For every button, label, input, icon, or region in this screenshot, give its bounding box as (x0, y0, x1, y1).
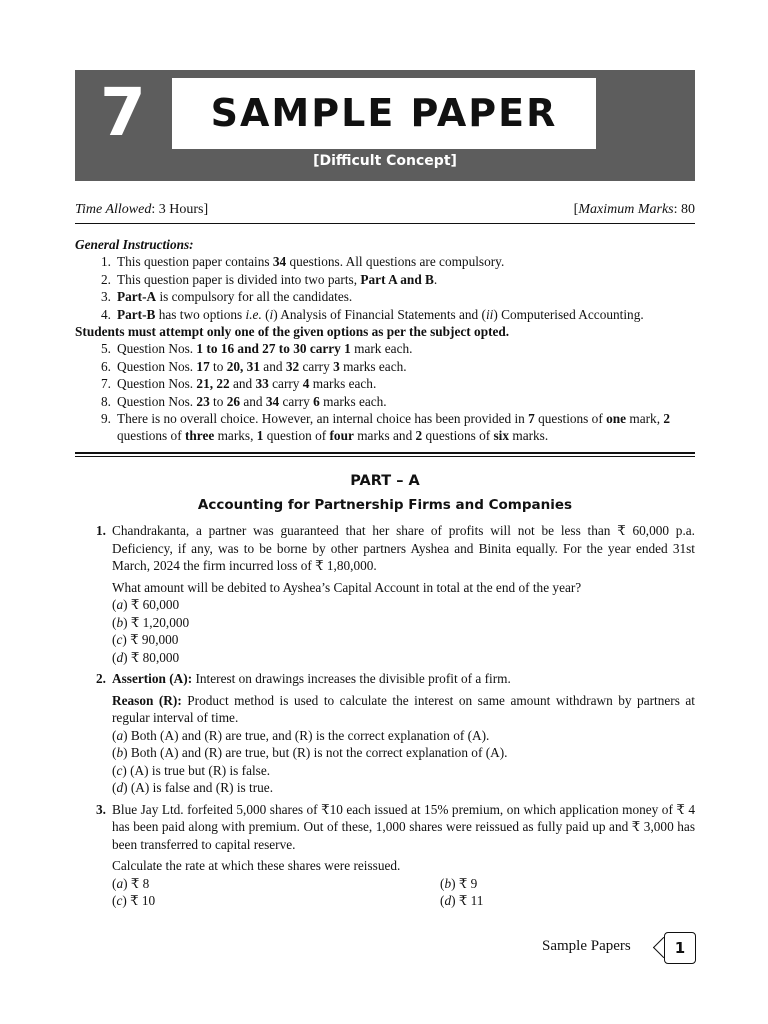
option-label: a (116, 597, 124, 612)
instruction-item (75, 253, 695, 270)
instruction-text: and (240, 393, 266, 409)
option-text: Both (A) and (R) are true, and (R) is the correct explanation of (A). (130, 727, 490, 743)
instruction-text: three (184, 428, 215, 444)
instruction-item (75, 358, 695, 375)
option-text: ₹ 9 (458, 875, 478, 891)
question-2 (75, 670, 695, 797)
instruction-text: 23 (196, 393, 210, 409)
instruction-text: question of (263, 428, 330, 444)
option-label: a (116, 875, 124, 891)
reason-text: Product method is used to calculate the interest on same amount withdrawn by partners at regular interval of time. (112, 692, 695, 725)
option-item: (c) ₹ 90,000 (112, 632, 179, 647)
header-band (75, 70, 695, 181)
instruction-number: 6. (101, 358, 111, 374)
instruction-text: six (493, 428, 510, 444)
option-label: d (116, 649, 124, 665)
instruction-text: and (259, 358, 286, 374)
option-text: ₹ 80,000 (130, 649, 180, 665)
instruction-text: marks. (509, 428, 549, 444)
options-list (112, 727, 695, 797)
question-number: 2. (96, 671, 106, 686)
question-text: Blue Jay Ltd. forfeited 5,000 shares of ₹10 each issued at 15% premium, on which application money of ₹ 4 has been paid along with premium. Out of these, 1,000 shares were reissued as fully paid up and ₹ 3,000 has been transferred to capital reserve. (112, 801, 695, 852)
instruction-item (75, 306, 695, 323)
instruction-item (75, 288, 695, 305)
instruction-text: ii (485, 306, 494, 322)
option-item: (a) ₹ 60,000 (112, 597, 180, 612)
marks-prefix: [ (573, 202, 579, 217)
instruction-text: carry (268, 376, 303, 392)
instruction-text: Question Nos. (117, 393, 197, 409)
time-value: : 3 Hours] (151, 202, 209, 217)
option-text: ₹ 1,20,000 (130, 614, 190, 630)
page-subtitle: [Difficult Concept] (313, 153, 457, 169)
marks-label: Maximum Marks (578, 202, 674, 217)
question-3 (75, 801, 695, 910)
divider (75, 456, 695, 457)
instruction-text: 1 to 16 and 27 to 30 carry 1 (196, 341, 351, 357)
instruction-text: 34 (265, 393, 280, 409)
option-text: ₹ 90,000 (130, 632, 179, 647)
question-number: 1. (96, 523, 106, 538)
instruction-text: marks each. (339, 358, 407, 374)
instruction-text: Students must attempt only one of the given options as per the subject opted. (75, 324, 510, 340)
instruction-text: Question Nos. (117, 376, 197, 392)
instruction-text: mark each. (350, 341, 413, 357)
instruction-text: 17 (196, 358, 210, 374)
instruction-text: questions of (117, 428, 185, 444)
instructions-title: General Instructions: (75, 237, 194, 252)
question-number: 3. (96, 801, 106, 817)
instruction-text: mark, (626, 411, 664, 427)
option-label: b (116, 614, 124, 630)
option-text: ₹ 11 (458, 893, 484, 908)
option-label: b (444, 875, 452, 891)
divider (75, 223, 695, 224)
question-1 (75, 522, 695, 666)
assertion-label: Assertion (A): (112, 671, 193, 686)
instruction-number: 8. (101, 393, 111, 409)
option-label: a (116, 727, 124, 743)
option-label: c (116, 632, 123, 647)
instruction-text: ( (261, 306, 270, 322)
instruction-text: 7 (528, 411, 535, 427)
part-subheading: Accounting for Partnership Firms and Companies (197, 497, 573, 513)
options-list (112, 596, 695, 666)
marks-value: : 80 (673, 202, 695, 217)
instructions-list (75, 253, 695, 444)
option-label: d (444, 893, 452, 908)
instruction-note (75, 323, 695, 340)
instruction-item (75, 271, 695, 288)
option-item: (b) ₹ 1,20,000 (112, 614, 190, 630)
footer-label: Sample Papers (542, 938, 631, 954)
instruction-text: 34 (272, 254, 287, 270)
instruction-number: 5. (101, 341, 111, 357)
instruction-text: 1 (256, 428, 264, 444)
instruction-number: 4. (101, 306, 111, 322)
reason (112, 692, 695, 727)
instruction-text: and (229, 376, 256, 392)
option-item: (a) Both (A) and (R) are true, and (R) is the correct explanation of (A). (112, 727, 490, 743)
instruction-text: one (606, 411, 627, 427)
question-prompt: Calculate the rate at which these shares were reissued. (112, 858, 401, 873)
instruction-text: questions of (422, 428, 494, 444)
instruction-text: 26 (226, 393, 241, 409)
option-label: d (116, 780, 124, 795)
option-text: Both (A) and (R) are true, but (R) is not the correct explanation of (A). (130, 745, 508, 760)
option-text: (A) is false and (R) is true. (130, 780, 274, 795)
instruction-text: four (329, 428, 354, 444)
instruction-text: i (269, 306, 274, 322)
question-text: Chandrakanta, a partner was guaranteed that her share of profits will not be less than ₹ 60,000 p.a. Deficiency, if any, was to be borne by other partners Ayshea and Binita equally. For the year ended 31st March, 2024 the firm incurred loss of ₹ 1,80,000. (112, 523, 695, 573)
instruction-text: 21, 22 (196, 376, 230, 392)
instruction-item (75, 410, 695, 445)
instruction-text: Part-A (117, 289, 157, 305)
option-label: b (116, 745, 124, 760)
option-text: ₹ 8 (130, 875, 150, 891)
instruction-text: 2 (663, 411, 670, 427)
page-footer (540, 930, 700, 966)
option-item: (c) ₹ 10 (112, 893, 156, 908)
option-text: ₹ 60,000 (130, 597, 180, 612)
instruction-number: 3. (101, 289, 111, 305)
instruction-text: 6 (313, 393, 320, 409)
instruction-text: to (209, 393, 227, 409)
instruction-text: to (209, 358, 227, 374)
instruction-text: 4 (302, 376, 310, 392)
instruction-text: marks and (353, 428, 416, 444)
instruction-text: carry (279, 393, 314, 409)
option-label: c (116, 893, 123, 908)
option-text: (A) is true but (R) is false. (130, 762, 271, 778)
paper-number: 7 (100, 74, 146, 151)
instruction-text: i.e. (245, 306, 262, 322)
instruction-text: Part-B (117, 306, 156, 322)
time-allowed (75, 202, 208, 218)
instruction-text: . (433, 271, 438, 287)
question-prompt: What amount will be debited to Ayshea’s Capital Account in total at the end of the year? (112, 579, 582, 595)
instruction-text: 33 (255, 376, 269, 392)
assertion-text: Interest on drawings increases the divisible profit of a firm. (192, 671, 511, 686)
instruction-text: This question paper is divided into two parts, (117, 271, 361, 287)
instruction-text: ) Analysis of Financial Statements and ( (273, 306, 486, 322)
instruction-text: 32 (285, 358, 300, 374)
instruction-text: carry (299, 358, 334, 374)
instruction-text: 20, 31 (226, 358, 260, 374)
instruction-text: is compulsory for all the candidates. (156, 289, 353, 305)
maximum-marks (574, 202, 695, 218)
instruction-text: questions. All questions are compulsory. (286, 254, 505, 270)
options-list (112, 875, 695, 910)
general-instructions (75, 236, 695, 445)
instruction-number: 9. (101, 411, 111, 427)
time-label: Time Allowed (75, 202, 152, 217)
divider (75, 452, 695, 454)
instruction-text: 2 (415, 428, 423, 444)
option-label: c (116, 762, 123, 778)
instruction-item (75, 340, 695, 357)
instruction-text: has two options (155, 306, 246, 322)
instruction-text: 3 (333, 358, 340, 374)
questions (75, 522, 695, 914)
option-item: (b) Both (A) and (R) are true, but (R) is not the correct explanation of (A). (112, 745, 508, 760)
option-item: (a) ₹ 8 (112, 875, 150, 891)
page-number: 1 (664, 932, 696, 964)
instruction-text: This question paper contains (117, 254, 273, 270)
reason-label: Reason (R): (112, 692, 182, 708)
option-item: (d) (A) is false and (R) is true. (112, 780, 274, 795)
instruction-text: ) Computerised Accounting. (493, 306, 644, 322)
instruction-item (75, 393, 695, 410)
option-item: (c) (A) is true but (R) is false. (112, 762, 271, 778)
option-text: ₹ 10 (130, 893, 156, 908)
part-heading: PART – A (350, 473, 420, 489)
assertion (112, 670, 695, 688)
instruction-text: There is no overall choice. However, an internal choice has been provided in (117, 411, 529, 427)
option-item: (d) ₹ 80,000 (112, 649, 180, 665)
option-item: (b) ₹ 9 (440, 875, 478, 891)
instruction-text: questions of (534, 411, 607, 427)
instruction-text: Question Nos. (117, 341, 197, 357)
instruction-text: Question Nos. (117, 358, 197, 374)
instruction-text: Part A and B (360, 271, 434, 287)
instruction-text: marks each. (309, 376, 377, 392)
instruction-number: 7. (101, 376, 111, 392)
instruction-text: marks each. (319, 393, 387, 409)
instruction-item (75, 375, 695, 392)
instruction-number: 1. (101, 254, 111, 270)
instruction-text: marks, (214, 428, 257, 444)
option-item: (d) ₹ 11 (440, 893, 484, 908)
instruction-number: 2. (101, 271, 111, 287)
page-title: SAMPLE PAPER (172, 78, 596, 149)
